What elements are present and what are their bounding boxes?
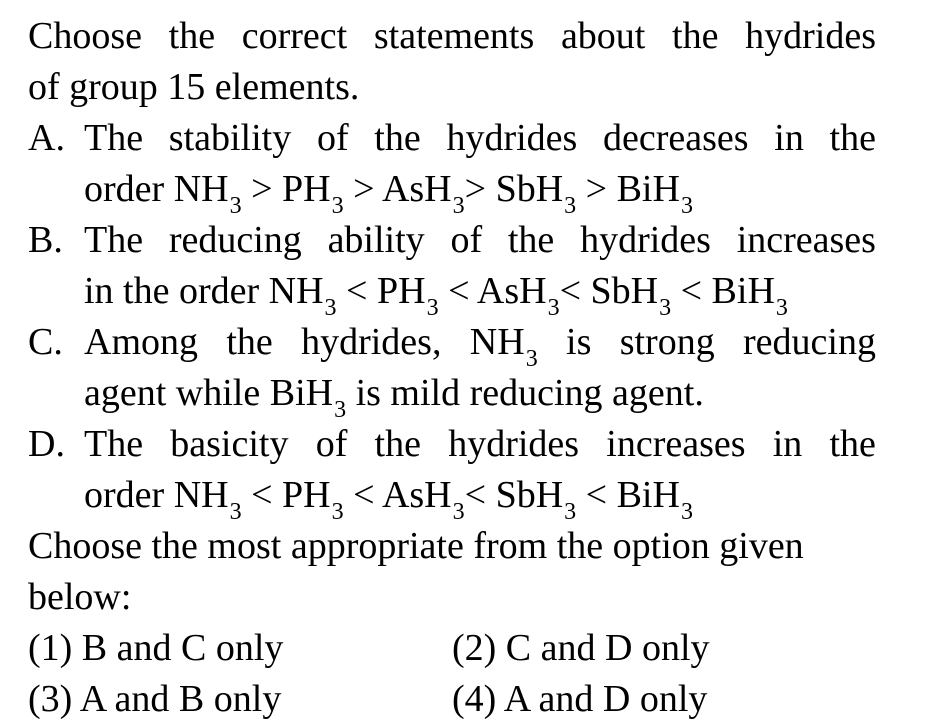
- statement-a-line-1: [84, 113, 876, 164]
- statement-c-word: Among: [84, 321, 198, 363]
- statement-c-formula: $NH_3$: [469, 321, 538, 372]
- statement-b-formula: AsH$_3$: [476, 270, 560, 321]
- statement-d-word: of: [315, 423, 348, 465]
- statement-d-formula: BiH$_3$: [616, 474, 693, 525]
- statement-d: [28, 419, 876, 470]
- statement-b: [28, 215, 876, 266]
- option-2[interactable]: (2) C and D only: [452, 627, 710, 669]
- statement-a-formula: SbH$_3$: [495, 168, 577, 219]
- instruction-line-2: below:: [28, 576, 132, 618]
- statement-c-cont: [28, 368, 876, 423]
- question-stem-word: the: [168, 15, 216, 57]
- statement-c-word: is: [566, 321, 592, 363]
- statement-c-label: C.: [28, 321, 63, 363]
- statement-b-word: ability: [327, 219, 425, 261]
- statement-b-word: of: [450, 219, 483, 261]
- statement-d-formula: SbH$_3$: [495, 474, 577, 525]
- statement-c-suffix: is mild reducing agent.: [346, 372, 704, 414]
- statement-c-formula: BiH$_3$: [269, 372, 347, 423]
- statement-b-operator: <: [336, 270, 377, 312]
- statement-b-operator: <: [438, 270, 477, 312]
- question-stem-word: correct: [241, 15, 348, 57]
- statement-a-word: the: [829, 117, 876, 159]
- statement-a-word: the: [374, 117, 421, 159]
- answer-options: [28, 623, 876, 725]
- statement-d-cont: [28, 470, 876, 525]
- statement-d-word: hydrides: [448, 423, 580, 465]
- statement-b-formula: BiH$_3$: [711, 270, 788, 321]
- statement-a-formula: $PH_3$: [282, 168, 344, 219]
- statement-b-word: reducing: [168, 219, 302, 261]
- instruction-line-1: Choose the most appropriate from the option given: [28, 525, 804, 567]
- statement-a-word: hydrides: [446, 117, 578, 159]
- statement-a-prefix: order: [84, 168, 174, 210]
- statement-a-operator: >: [343, 168, 382, 210]
- question-card: [28, 11, 876, 725]
- statement-b-word: The: [84, 219, 144, 261]
- question-stem-line-2: of group 15 elements.: [28, 66, 360, 108]
- statement-b-formula: $NH_3$: [268, 270, 337, 321]
- statement-c-word: strong: [619, 321, 715, 363]
- statement-c-word: reducing: [743, 321, 876, 363]
- statement-a: [28, 113, 876, 164]
- statement-d-formula: $NH_3$: [173, 474, 242, 525]
- statement-b-prefix: in the order: [84, 270, 269, 312]
- question-stem-word: about: [560, 15, 646, 57]
- statement-b-operator: <: [559, 270, 591, 312]
- question-stem-word: the: [672, 15, 719, 57]
- statement-d-word: the: [829, 423, 876, 465]
- statement-d-operator: <: [576, 474, 617, 516]
- statement-b-formula: SbH$_3$: [590, 270, 672, 321]
- question-stem-line-1: [28, 11, 876, 62]
- option-4[interactable]: (4) A and D only: [452, 678, 708, 720]
- statement-b-cont: [28, 266, 876, 321]
- statement-a-formula: $NH_3$: [173, 168, 242, 219]
- statement-a-operator: >: [576, 168, 617, 210]
- statement-d-operator: <: [241, 474, 283, 516]
- statement-b-operator: <: [671, 270, 712, 312]
- statement-a-line-2: [84, 164, 876, 219]
- statement-d-formula: $PH_3$: [282, 474, 344, 525]
- option-3[interactable]: (3) A and B only: [28, 678, 282, 720]
- statement-a-operator: >: [241, 168, 283, 210]
- statement-b-line-1: [84, 215, 876, 266]
- statement-b-word: hydrides: [580, 219, 711, 261]
- statement-d-formula: AsH$_3$: [381, 474, 465, 525]
- statement-d-label: D.: [28, 423, 65, 465]
- statement-c-line-1: [84, 317, 876, 372]
- statement-b-word: the: [507, 219, 555, 261]
- statement-d-operator: <: [464, 474, 496, 516]
- question-stem-word: Choose: [28, 15, 142, 57]
- statement-a-word: decreases: [603, 117, 749, 159]
- statement-c-prefix: agent while: [84, 372, 270, 414]
- statement-a-operator: >: [464, 168, 496, 210]
- statement-a-word: stability: [168, 117, 292, 159]
- statement-b-label: B.: [28, 219, 63, 261]
- statement-d-line-1: [84, 419, 876, 470]
- statement-b-formula: $PH_3$: [376, 270, 439, 321]
- statement-c-word: the: [226, 321, 273, 363]
- question-stem-word: statements: [373, 15, 535, 57]
- statement-c-word: hydrides,: [301, 321, 442, 363]
- statement-a-word: of: [316, 117, 349, 159]
- statement-d-prefix: order: [84, 474, 174, 516]
- statement-b-word: increases: [736, 219, 876, 261]
- statement-d-line-2: [84, 470, 876, 525]
- statement-c-line-2: [84, 368, 876, 423]
- statement-a-formula: AsH$_3$: [381, 168, 465, 219]
- option-1[interactable]: (1) B and C only: [28, 627, 284, 669]
- statement-a-label: A.: [28, 117, 65, 159]
- statement-a-word: in: [774, 117, 804, 159]
- question-stem-word: hydrides: [745, 15, 876, 57]
- statement-d-word: in: [772, 423, 803, 465]
- statement-c: [28, 317, 876, 372]
- statement-d-word: the: [374, 423, 421, 465]
- statement-d-word: basicity: [170, 423, 289, 465]
- statement-a-formula: BiH$_3$: [616, 168, 693, 219]
- statement-d-word: increases: [606, 423, 746, 465]
- statement-a-cont: [28, 164, 876, 219]
- statement-b-line-2: [84, 266, 876, 321]
- statement-d-operator: <: [343, 474, 382, 516]
- statement-a-word: The: [84, 117, 144, 159]
- statement-d-word: The: [84, 423, 144, 465]
